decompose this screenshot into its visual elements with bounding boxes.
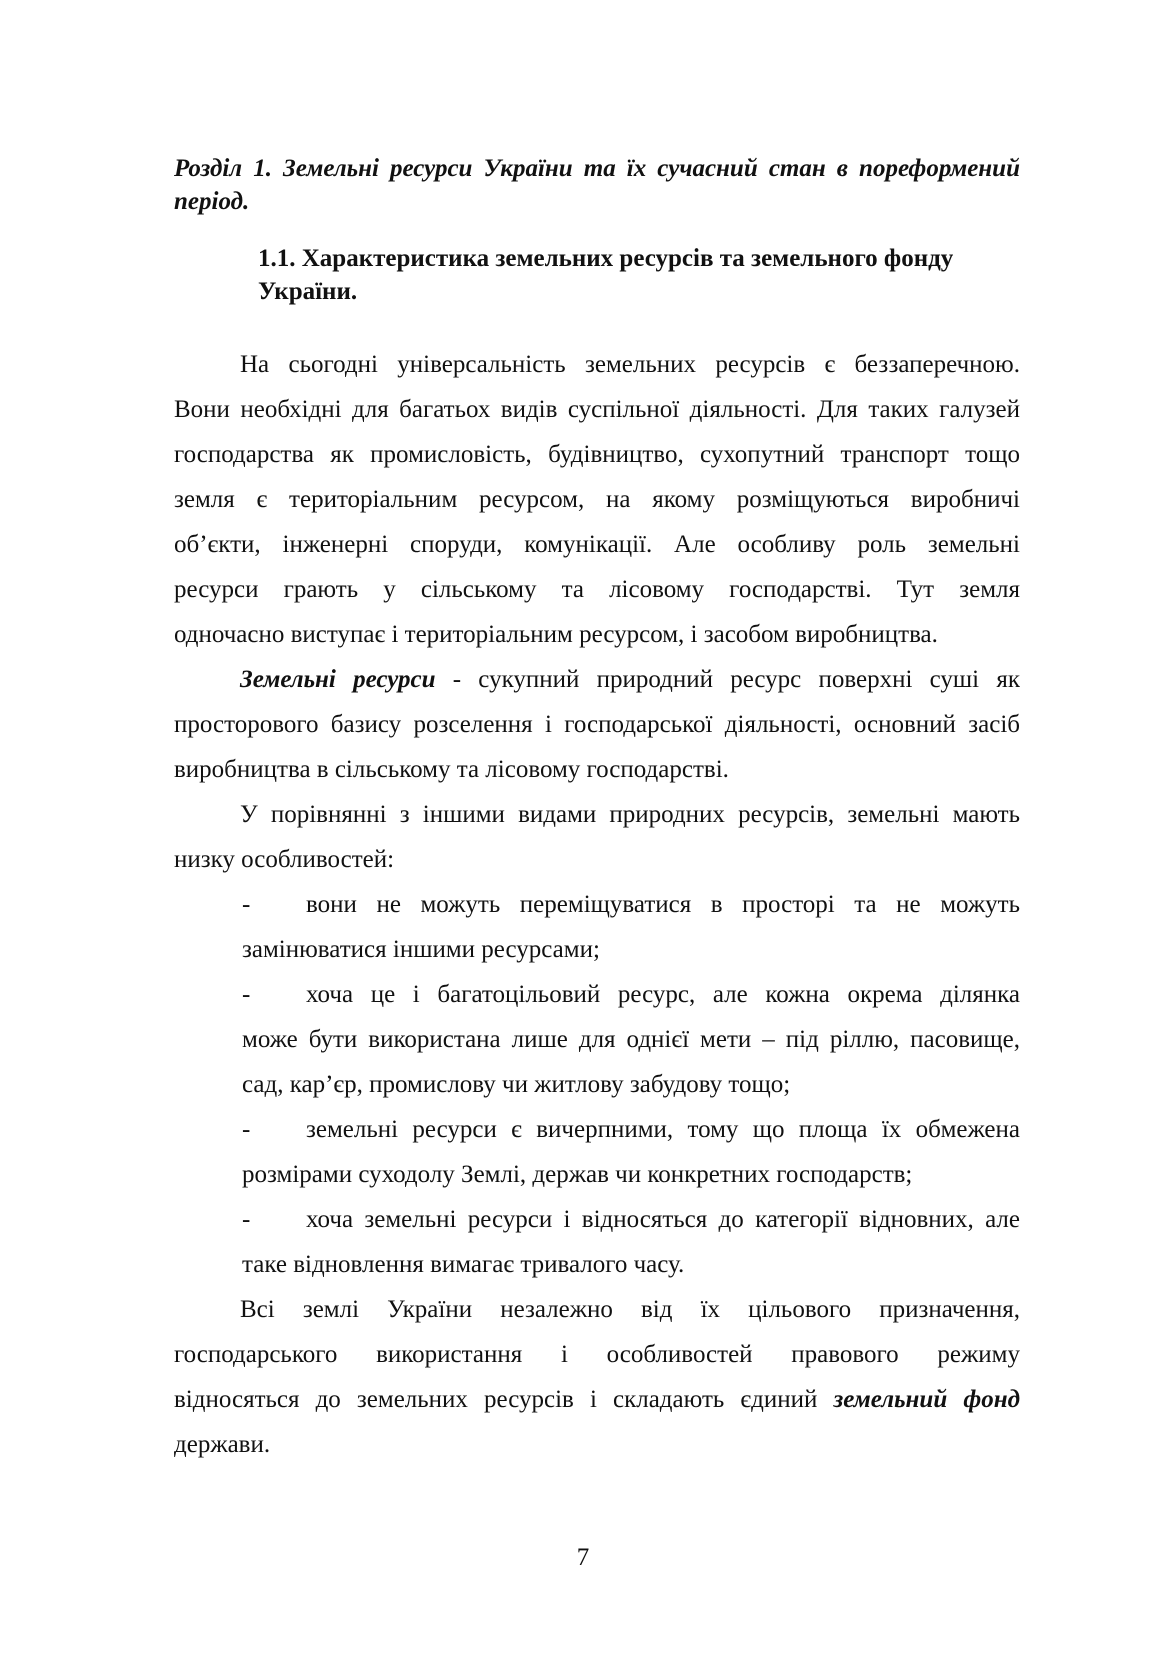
paragraph-land-resources-universality — [174, 342, 1020, 657]
text-line: ресурси грають у сільському та лісовому господарстві. Тут земля — [174, 576, 1020, 603]
text-line: низку особливостей: — [174, 846, 395, 873]
text-line — [174, 657, 1020, 702]
text-line: держави. — [174, 1431, 271, 1458]
list-dash: - — [242, 891, 251, 918]
text-line: таке відновлення вимагає тривалого часу. — [242, 1251, 685, 1278]
page-number: 7 — [576, 1544, 590, 1571]
text-line: хоча це і багатоцільовий ресурс, але кожна окрема ділянка — [306, 981, 1020, 1008]
text-line: розмірами суходолу Землі, держав чи конкретних господарств; — [242, 1161, 913, 1188]
list-dash: - — [242, 981, 251, 1008]
list-item — [242, 972, 1020, 1107]
text-line: просторового базису розселення і господарської діяльності, основний засіб — [174, 711, 1020, 738]
list-item — [242, 1197, 1020, 1287]
text-line: хоча земельні ресурси і відносяться до категорії відновних, але — [306, 1206, 1020, 1233]
text-line: Вони необхідні для багатьох видів суспільної діяльності. Для таких галузей — [174, 396, 1020, 423]
list-item — [242, 882, 1020, 972]
section-heading-line: України. — [258, 278, 358, 305]
features-list — [174, 882, 1020, 1287]
list-dash: - — [242, 1206, 251, 1233]
text-line: земля є територіальним ресурсом, на якому розміщуються виробничі — [174, 486, 1020, 513]
text-line: об’єкти, інженерні споруди, комунікації. Але особливу роль земельні — [174, 531, 1020, 558]
section-heading-line: 1.1. Характеристика земельних ресурсів та земельного фонду — [258, 245, 954, 272]
text-line: замінюватися іншими ресурсами; — [242, 936, 600, 963]
text-fragment: - сукупний природний ресурс поверхні суші як — [435, 666, 1020, 693]
text-line: господарського використання і особливостей правового режиму — [174, 1341, 1020, 1368]
text-line: У порівнянні з іншими видами природних ресурсів, земельні мають — [240, 801, 1020, 828]
list-item — [242, 1107, 1020, 1197]
list-dash: - — [242, 1116, 251, 1143]
chapter-heading — [174, 152, 1020, 218]
text-line: вони не можуть переміщуватися в просторі та не можуть — [306, 891, 1020, 918]
paragraph-land-fund — [174, 1287, 1020, 1467]
defined-term: Земельні ресурси — [240, 666, 436, 693]
chapter-heading-line: період. — [174, 188, 250, 215]
text-line: господарства як промисловість, будівництво, сухопутний транспорт тощо — [174, 441, 1020, 468]
section-heading — [258, 242, 1020, 308]
defined-term: земельний фонд — [833, 1386, 1020, 1413]
text-line: На сьогодні універсальність земельних ресурсів є беззаперечною. — [240, 351, 1020, 378]
body-text — [174, 342, 1020, 1467]
text-line: може бути використана лише для однієї мети – під ріллю, пасовище, — [242, 1026, 1020, 1053]
text-line: сад, кар’єр, промислову чи житлову забудову тощо; — [242, 1071, 791, 1098]
chapter-heading-line: Розділ 1. Земельні ресурси України та їх сучасний стан в пореформений — [174, 155, 1020, 182]
paragraph-comparison — [174, 792, 1020, 882]
text-line: земельні ресурси є вичерпними, тому що площа їх обмежена — [306, 1116, 1020, 1143]
text-line: одночасно виступає і територіальним ресурсом, і засобом виробництва. — [174, 621, 938, 648]
text-fragment: відносяться до земельних ресурсів і складають єдиний — [174, 1386, 834, 1413]
text-line — [174, 1377, 1020, 1422]
paragraph-definition — [174, 657, 1020, 792]
text-line: виробництва в сільському та лісовому господарстві. — [174, 756, 729, 783]
text-line: Всі землі України незалежно від їх цільового призначення, — [240, 1296, 1020, 1323]
